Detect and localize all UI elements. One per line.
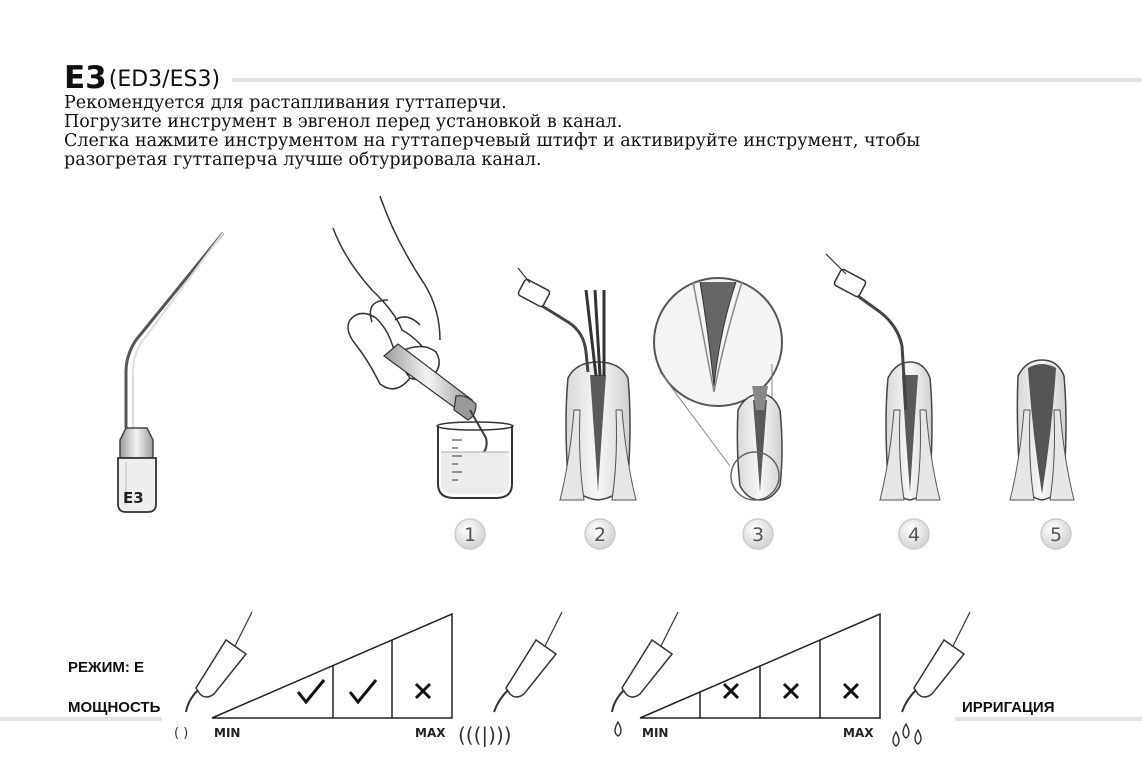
step-number: 4 xyxy=(907,524,921,546)
handpiece-max-power-icon xyxy=(458,612,562,747)
step-1-button xyxy=(455,519,485,549)
tooth-step-4-icon xyxy=(826,254,940,500)
description-line: разогретая гуттаперча лучше обтурировала канал. xyxy=(64,150,542,170)
power-min-label: MIN xyxy=(214,726,241,740)
handpiece-max-irrigation-icon xyxy=(893,612,970,746)
mode-label: РЕЖИМ: E xyxy=(68,659,145,676)
irrigation-max-label: MAX xyxy=(843,726,874,740)
step-number: 1 xyxy=(463,524,477,546)
step-5-button xyxy=(1041,519,1071,549)
page-title: E3 xyxy=(64,60,107,96)
step-number: 5 xyxy=(1049,524,1063,546)
tooth-step-5-icon xyxy=(1010,360,1074,500)
power-label: МОЩНОСТЬ xyxy=(68,699,161,716)
handpiece-min-power-icon xyxy=(174,612,252,741)
description-line: Погрузите инструмент в эвгенол перед установкой в канал. xyxy=(64,112,623,132)
irrigation-label: ИРРИГАЦИЯ xyxy=(962,699,1055,716)
irrigation-scale xyxy=(640,614,880,740)
e3-tip-icon xyxy=(118,233,223,512)
tip-label: E3 xyxy=(123,489,144,507)
svg-text:( ): ( ) xyxy=(174,726,189,741)
bottom-divider-right xyxy=(955,717,1142,721)
step-2-button xyxy=(585,519,615,549)
power-max-label: MAX xyxy=(415,726,446,740)
bottom-divider-left xyxy=(0,717,162,721)
step-3-button xyxy=(743,519,773,549)
description-line: Рекомендуется для растапливания гуттаперчи. xyxy=(64,93,507,113)
power-scale xyxy=(212,614,452,740)
step-number: 3 xyxy=(751,524,765,546)
step-number: 2 xyxy=(593,524,607,546)
svg-text:(((|))): (((|))) xyxy=(458,723,512,747)
hand-beaker-icon xyxy=(333,196,513,498)
irrigation-min-label: MIN xyxy=(642,726,669,740)
description-line: Слегка нажмите инструментом на гуттаперчевый штифт и активируйте инструмент, чтобы xyxy=(64,131,921,151)
tooth-step-2-icon xyxy=(517,268,636,500)
step-4-button xyxy=(899,519,929,549)
page-subtitle: (ED3/ES3) xyxy=(108,67,221,92)
tooth-step-3-icon xyxy=(654,278,782,500)
